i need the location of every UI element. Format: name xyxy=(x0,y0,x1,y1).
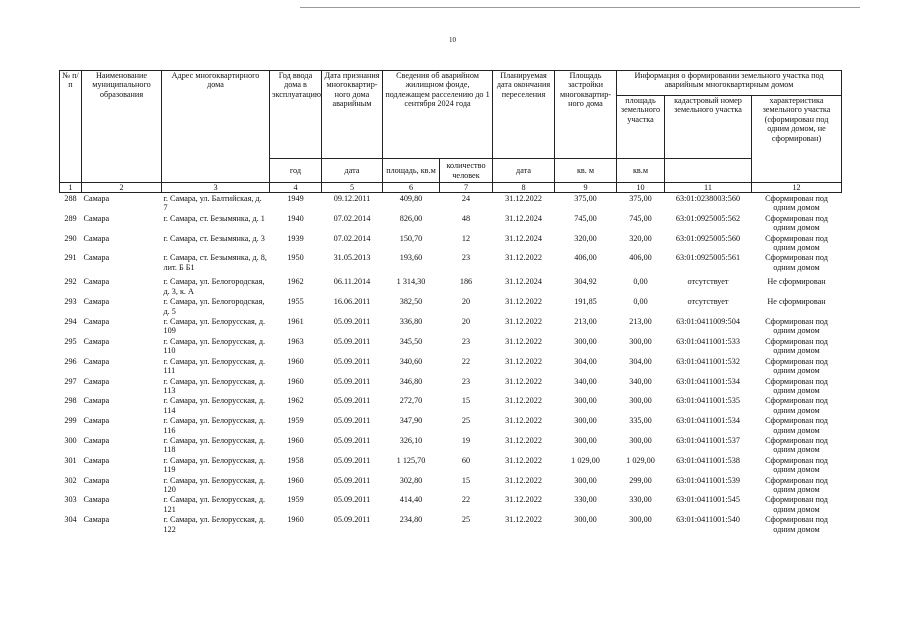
cell-municipality: Самара xyxy=(83,455,110,465)
col-number: 2 xyxy=(82,183,162,193)
cell-cadastral: 63:01:0411001:538 xyxy=(676,455,740,465)
cell-num: 292 xyxy=(64,277,77,287)
table-row xyxy=(60,435,842,455)
cell-date-emergency: 05.09.2011 xyxy=(333,317,371,327)
cell-municipality: Самара xyxy=(83,515,110,525)
cell-planned-end: 31.12.2022 xyxy=(505,455,542,465)
cell-year-built: 1940 xyxy=(287,213,304,223)
cell-num: 304 xyxy=(64,515,77,525)
cell-address: г. Самара, ул. Белогородская, д. 3, к. А xyxy=(163,277,265,296)
table-row xyxy=(60,213,842,233)
col-number: 1 xyxy=(60,183,82,193)
col-number: 11 xyxy=(665,183,752,193)
header-planned-end: Планируемая дата окончания переселения xyxy=(493,71,555,159)
cell-year-built: 1960 xyxy=(287,515,304,525)
cell-area: 150,70 xyxy=(399,233,423,243)
cell-cadastral: 63:01:0925005:561 xyxy=(675,253,741,263)
cell-people: 15 xyxy=(461,396,471,406)
cell-people: 15 xyxy=(461,475,471,485)
cell-planned-end: 31.12.2022 xyxy=(505,396,542,406)
cell-municipality: Самара xyxy=(83,416,110,426)
cell-year-built: 1958 xyxy=(287,455,304,465)
cell-num: 297 xyxy=(64,376,77,386)
cell-planned-end: 31.12.2022 xyxy=(505,253,542,263)
unit-area: площадь, кв.м xyxy=(383,159,440,183)
cell-cadastral: 63:01:0411001:545 xyxy=(676,495,740,505)
cell-characteristic: Сформирован под одним домом xyxy=(765,233,828,253)
cell-people: 23 xyxy=(461,376,471,386)
cell-land-area: 304,00 xyxy=(629,356,652,366)
cell-municipality: Самара xyxy=(83,233,110,243)
table-row xyxy=(60,296,842,316)
cell-characteristic: Сформирован под одним домом xyxy=(765,495,828,514)
cell-build-area: 300,00 xyxy=(574,435,597,445)
cell-people: 19 xyxy=(461,435,471,445)
cell-cadastral: 63:01:0925005:562 xyxy=(675,213,741,223)
table-row xyxy=(60,252,842,276)
cell-people: 186 xyxy=(459,277,473,287)
cell-people: 23 xyxy=(461,336,471,346)
header-characteristic: характеристика земельного участка (сформирован под одним домом, не сформирован) xyxy=(752,96,842,183)
table-row xyxy=(60,276,842,296)
cell-characteristic: Сформирован под одним домом xyxy=(765,336,828,356)
cell-cadastral: отсутствует xyxy=(687,297,729,307)
cell-area: 340,60 xyxy=(399,356,423,366)
header-land-info: Информация о формировании земельного участка под аварийным многоквартирным домом xyxy=(617,71,842,96)
cell-area: 1 314,30 xyxy=(396,277,426,287)
cell-planned-end: 31.12.2022 xyxy=(505,376,542,386)
table-row xyxy=(60,395,842,415)
table-row xyxy=(60,514,842,534)
cell-address: г. Самара, ул. Балтийская, д. 7 xyxy=(163,194,262,213)
cell-address: г. Самара, ул. Белорусская, д. 110 xyxy=(163,336,266,356)
cell-characteristic: Не сформирован xyxy=(767,297,826,307)
unit-date2: дата xyxy=(493,159,555,183)
table-row xyxy=(60,356,842,376)
cell-characteristic: Не сформирован xyxy=(767,277,826,287)
cell-year-built: 1955 xyxy=(287,297,304,307)
table-row xyxy=(60,233,842,253)
cell-municipality: Самара xyxy=(83,277,110,287)
table-row xyxy=(60,455,842,475)
cell-land-area: 330,00 xyxy=(629,495,652,505)
cell-build-area: 191,85 xyxy=(574,297,597,307)
cell-planned-end: 31.12.2022 xyxy=(505,416,542,426)
cell-characteristic: Сформирован под одним домом xyxy=(765,194,828,213)
header-address: Адрес многоквартирного дома xyxy=(162,71,270,183)
cell-num: 300 xyxy=(64,435,77,445)
cell-address: г. Самара, ул. Белорусская, д. 121 xyxy=(163,495,266,514)
cell-planned-end: 31.12.2024 xyxy=(505,233,542,243)
unit-people: количество человек xyxy=(440,159,493,183)
cell-area: 1 125,70 xyxy=(396,455,426,465)
cell-municipality: Самара xyxy=(83,336,110,346)
cell-address: г. Самара, ул. Белорусская, д. 109 xyxy=(163,317,266,336)
cell-people: 20 xyxy=(461,297,471,307)
cell-year-built: 1960 xyxy=(287,376,304,386)
cell-cadastral: 63:01:0411001:535 xyxy=(676,396,740,406)
cell-year-built: 1960 xyxy=(287,435,304,445)
cell-year-built: 1960 xyxy=(287,356,304,366)
cell-land-area: 300,00 xyxy=(629,336,652,346)
cell-build-area: 300,00 xyxy=(574,475,597,485)
cell-build-area: 300,00 xyxy=(574,416,597,426)
cell-cadastral: 63:01:0925005:560 xyxy=(675,233,741,243)
cell-num: 295 xyxy=(64,336,77,346)
cell-year-built: 1962 xyxy=(287,396,304,406)
header-emergency-info: Сведения об аварийном жилищном фонде, подлежащем расселению до 1 сентября 2024 года xyxy=(383,71,493,159)
cell-num: 293 xyxy=(64,297,77,307)
cell-characteristic: Сформирован под одним домом xyxy=(765,213,828,233)
cell-land-area: 335,00 xyxy=(629,416,652,426)
cell-address: г. Самара, ул. Белорусская, д. 114 xyxy=(163,396,266,415)
cell-planned-end: 31.12.2022 xyxy=(505,336,542,346)
col-number: 8 xyxy=(493,183,555,193)
table-row xyxy=(60,475,842,495)
cell-year-built: 1950 xyxy=(287,253,304,263)
cell-num: 294 xyxy=(64,317,77,327)
header-num: № п/п xyxy=(60,71,82,183)
header-municipality: Наименование муниципального образования xyxy=(82,71,162,183)
cell-municipality: Самара xyxy=(83,253,110,263)
column-numbers-row xyxy=(60,183,842,193)
cell-people: 22 xyxy=(461,495,471,505)
cell-land-area: 213,00 xyxy=(629,317,652,327)
cell-build-area: 300,00 xyxy=(574,336,597,346)
cell-characteristic: Сформирован под одним домом xyxy=(765,435,828,455)
cell-build-area: 300,00 xyxy=(574,396,597,406)
cell-address: г. Самара, ул. Белорусская, д. 113 xyxy=(163,376,266,395)
cell-address: г. Самара, ул. Белорусская, д. 116 xyxy=(163,416,266,435)
cell-people: 22 xyxy=(461,356,471,366)
cell-municipality: Самара xyxy=(83,194,110,203)
unit-date: дата xyxy=(322,159,383,183)
cell-municipality: Самара xyxy=(83,297,110,307)
cell-date-emergency: 05.09.2011 xyxy=(333,475,371,485)
col-number: 4 xyxy=(270,183,322,193)
cell-people: 23 xyxy=(461,253,471,263)
cell-municipality: Самара xyxy=(83,435,110,445)
cell-build-area: 304,92 xyxy=(574,277,597,287)
cell-num: 289 xyxy=(64,213,77,223)
cell-year-built: 1959 xyxy=(287,495,304,505)
cell-municipality: Самара xyxy=(83,356,110,366)
unit-sqm: кв. м xyxy=(555,159,617,183)
cell-address: г. Самара, ул. Белорусская, д. 119 xyxy=(163,455,266,475)
cell-address: г. Самара, ул. Белорусская, д. 111 xyxy=(163,356,266,376)
cell-people: 20 xyxy=(461,317,471,327)
col-number: 3 xyxy=(162,183,270,193)
cell-area: 347,90 xyxy=(399,416,423,426)
cell-num: 299 xyxy=(64,416,77,426)
cell-characteristic: Сформирован под одним домом xyxy=(765,455,828,475)
cell-characteristic: Сформирован под одним домом xyxy=(765,317,828,336)
cell-address: г. Самара, ул. Белорусская, д. 122 xyxy=(163,515,266,534)
cell-num: 303 xyxy=(64,495,77,505)
cell-people: 25 xyxy=(461,416,471,426)
cell-land-area: 0,00 xyxy=(633,277,648,287)
cell-characteristic: Сформирован под одним домом xyxy=(765,416,828,435)
cell-date-emergency: 31.05.2013 xyxy=(333,253,371,263)
cell-planned-end: 31.12.2022 xyxy=(505,194,542,203)
cell-num: 290 xyxy=(64,233,77,243)
cell-land-area: 0,00 xyxy=(633,297,648,307)
cell-date-emergency: 05.09.2011 xyxy=(333,356,371,366)
cell-address: г. Самара, ст. Безымянка, д. 1 xyxy=(163,213,265,223)
cell-num: 296 xyxy=(64,356,77,366)
cell-build-area: 375,00 xyxy=(574,194,597,203)
cell-characteristic: Сформирован под одним домом xyxy=(765,376,828,395)
cell-planned-end: 31.12.2024 xyxy=(505,277,542,287)
cell-planned-end: 31.12.2022 xyxy=(505,515,542,525)
cell-date-emergency: 05.09.2011 xyxy=(333,376,371,386)
cell-area: 346,80 xyxy=(399,376,423,386)
scan-top-line xyxy=(300,7,860,8)
cell-num: 302 xyxy=(64,475,77,485)
cell-planned-end: 31.12.2022 xyxy=(505,435,542,445)
cell-planned-end: 31.12.2024 xyxy=(505,213,542,223)
cell-municipality: Самара xyxy=(83,475,110,485)
cell-people: 24 xyxy=(461,194,471,203)
header-year-built: Год ввода дома в эксплуатацию xyxy=(270,71,322,159)
cell-year-built: 1939 xyxy=(287,233,304,243)
cell-area: 414,40 xyxy=(399,495,423,505)
cell-date-emergency: 07.02.2014 xyxy=(333,233,371,243)
header-build-area: Площадь застройки многоквартир-ного дома xyxy=(555,71,617,159)
cell-area: 409,80 xyxy=(399,194,423,203)
cell-year-built: 1962 xyxy=(287,277,304,287)
cell-num: 288 xyxy=(64,194,77,203)
cell-planned-end: 31.12.2022 xyxy=(505,475,542,485)
cell-municipality: Самара xyxy=(83,317,110,327)
cell-cadastral: 63:01:0411001:533 xyxy=(676,336,740,346)
cell-date-emergency: 05.09.2011 xyxy=(333,495,371,505)
table-row xyxy=(60,376,842,396)
cell-land-area: 300,00 xyxy=(629,396,652,406)
cell-area: 826,00 xyxy=(399,213,423,223)
cell-people: 25 xyxy=(461,515,471,525)
cell-address: г. Самара, ул. Белорусская, д. 120 xyxy=(163,475,266,494)
cell-date-emergency: 06.11.2014 xyxy=(333,277,371,287)
cell-build-area: 213,00 xyxy=(574,317,597,327)
cell-date-emergency: 05.09.2011 xyxy=(333,435,371,445)
cell-land-area: 375,00 xyxy=(629,194,652,203)
cell-build-area: 330,00 xyxy=(574,495,597,505)
cell-characteristic: Сформирован под одним домом xyxy=(765,475,828,494)
cell-municipality: Самара xyxy=(83,495,110,505)
header-cadastral: кадастровый номер земельного участка xyxy=(665,96,752,159)
cell-people: 60 xyxy=(461,455,471,465)
col-number: 9 xyxy=(555,183,617,193)
col-number: 5 xyxy=(322,183,383,193)
table-row xyxy=(60,193,842,213)
cell-land-area: 300,00 xyxy=(629,435,652,445)
cell-area: 336,80 xyxy=(399,317,423,327)
cell-address: г. Самара, ст. Безымянка, д. 3 xyxy=(163,233,265,243)
cell-planned-end: 31.12.2022 xyxy=(505,356,542,366)
cell-area: 272,70 xyxy=(399,396,423,406)
cell-date-emergency: 05.09.2011 xyxy=(333,396,371,406)
cell-cadastral: 63:01:0411001:540 xyxy=(676,515,740,525)
cell-cadastral: 63:01:0411001:532 xyxy=(676,356,740,366)
cell-address: г. Самара, ст. Безымянка, д. 8, лит. Б Б1 xyxy=(163,253,267,272)
col-number: 12 xyxy=(752,183,842,193)
col-number: 10 xyxy=(617,183,665,193)
table-header xyxy=(60,71,842,193)
cell-characteristic: Сформирован под одним домом xyxy=(765,396,828,415)
cell-land-area: 1 029,00 xyxy=(626,455,655,465)
cell-cadastral: 63:01:0411001:539 xyxy=(676,475,740,485)
unit-sqm2: кв.м xyxy=(617,159,665,183)
cell-build-area: 320,00 xyxy=(574,233,597,243)
emergency-housing-table xyxy=(59,70,842,534)
cell-cadastral: 63:01:0411001:537 xyxy=(676,435,740,445)
cell-people: 48 xyxy=(461,213,471,223)
cell-cadastral: 63:01:0411001:534 xyxy=(676,416,740,426)
cell-date-emergency: 05.09.2011 xyxy=(333,336,371,346)
cell-date-emergency: 09.12.2011 xyxy=(333,194,371,203)
cell-land-area: 300,00 xyxy=(629,515,652,525)
cell-build-area: 406,00 xyxy=(574,253,597,263)
table-row xyxy=(60,336,842,356)
cell-municipality: Самара xyxy=(83,396,110,406)
col-number: 7 xyxy=(440,183,493,193)
cell-planned-end: 31.12.2022 xyxy=(505,495,542,505)
cell-area: 345,50 xyxy=(399,336,423,346)
unit-cadastral-empty xyxy=(665,159,752,183)
cell-num: 301 xyxy=(64,455,77,465)
page-number: 10 xyxy=(449,36,456,44)
header-land-area: площадь земельного участка xyxy=(617,96,665,159)
cell-date-emergency: 05.09.2011 xyxy=(333,455,371,465)
cell-build-area: 304,00 xyxy=(574,356,597,366)
table-row xyxy=(60,494,842,514)
cell-land-area: 320,00 xyxy=(629,233,652,243)
cell-cadastral: отсутствует xyxy=(687,277,729,287)
cell-area: 193,60 xyxy=(399,253,423,263)
cell-area: 234,80 xyxy=(399,515,423,525)
cell-build-area: 1 029,00 xyxy=(571,455,600,465)
cell-land-area: 299,00 xyxy=(629,475,652,485)
cell-address: г. Самара, ул. Белогородская, д. 5 xyxy=(163,297,265,316)
cell-year-built: 1959 xyxy=(287,416,304,426)
cell-cadastral: 63:01:0411009:504 xyxy=(676,317,740,327)
cell-characteristic: Сформирован под одним домом xyxy=(765,253,828,272)
col-number: 6 xyxy=(383,183,440,193)
table-body xyxy=(60,193,842,535)
cell-year-built: 1963 xyxy=(287,336,304,346)
unit-year: год xyxy=(270,159,322,183)
cell-planned-end: 31.12.2022 xyxy=(505,297,542,307)
cell-municipality: Самара xyxy=(83,213,110,223)
cell-date-emergency: 05.09.2011 xyxy=(333,416,371,426)
cell-build-area: 745,00 xyxy=(574,213,597,223)
table-row xyxy=(60,415,842,435)
cell-cadastral: 63:01:0238003:560 xyxy=(675,194,741,203)
cell-area: 302,80 xyxy=(399,475,423,485)
header-date-emergency: Дата признания многоквартир-ного дома аварийным xyxy=(322,71,383,159)
cell-area: 326,10 xyxy=(399,435,423,445)
cell-build-area: 300,00 xyxy=(574,515,597,525)
cell-land-area: 406,00 xyxy=(629,253,652,263)
cell-date-emergency: 05.09.2011 xyxy=(333,515,371,525)
cell-land-area: 340,00 xyxy=(629,376,652,386)
cell-year-built: 1960 xyxy=(287,475,304,485)
cell-characteristic: Сформирован под одним домом xyxy=(765,515,828,534)
cell-area: 382,50 xyxy=(399,297,423,307)
cell-build-area: 340,00 xyxy=(574,376,597,386)
cell-address: г. Самара, ул. Белорусская, д. 118 xyxy=(163,435,266,455)
cell-year-built: 1961 xyxy=(287,317,304,327)
cell-planned-end: 31.12.2022 xyxy=(505,317,542,327)
cell-characteristic: Сформирован под одним домом xyxy=(765,356,828,376)
cell-date-emergency: 07.02.2014 xyxy=(333,213,371,223)
cell-cadastral: 63:01:0411001:534 xyxy=(676,376,740,386)
cell-people: 12 xyxy=(461,233,471,243)
cell-year-built: 1949 xyxy=(287,194,304,203)
cell-date-emergency: 16.06.2011 xyxy=(333,297,371,307)
cell-num: 291 xyxy=(64,253,77,263)
cell-land-area: 745,00 xyxy=(629,213,652,223)
table-row xyxy=(60,316,842,336)
cell-num: 298 xyxy=(64,396,77,406)
cell-municipality: Самара xyxy=(83,376,110,386)
